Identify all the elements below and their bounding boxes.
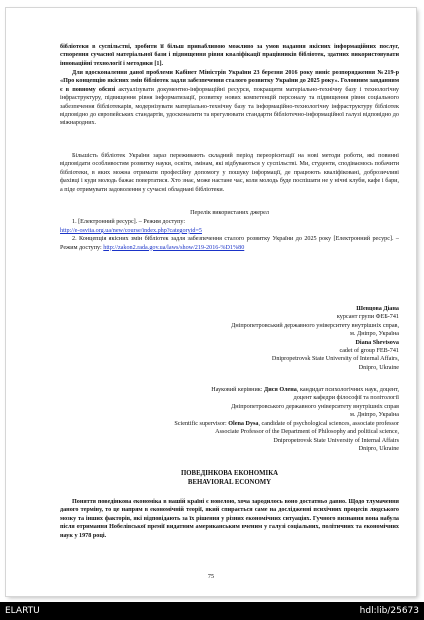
footer-repository-name: ELARTU xyxy=(5,606,40,616)
reference-2-text: 2. Концепція якісних змін бібліотек задля забезпечення сталого розвитку України до 2025 року [Електронний ресурс]. – Режим доступу: xyxy=(60,236,399,251)
supervisor-name-en: Olena Dysa xyxy=(228,421,259,427)
paragraph-2-rest: актуалізувати документно-інформаційні ресурси, покращити матеріально-технічну базу і технологічну інфраструктуру, підвищення рівня інформатизації, розвитку нових компетенцій персоналу та підвищення рівня соціального забезпечення бібліотекарів, модернізувати матеріально-технічну базу та інформаційно-технологічну інфраструктуру бібліотек відповідно до європейських стандартів, удосконалити та врегулювати стандарти бібліотечно-інформаційної галузі відповідно до міжнародних. xyxy=(60,86,399,127)
author-city-ua: м. Дніпро, Україна xyxy=(350,331,399,338)
paragraph-1 xyxy=(60,43,399,68)
supervisor-univ-en: Dnipropetrovsk State University of Internal Affairs xyxy=(273,437,399,444)
footer-handle[interactable]: hdl:lib/25673 xyxy=(359,606,419,616)
paragraph-1-text: бібліотеки в суспільстві, зробити її більш привабливою можливо за умов надання якісних інформаційних послуг, створення сучасної матеріальної бази і підвищення рівня кваліфікації працівників бібліотек, здатних використовувати інноваційні технології і методики [1]. xyxy=(60,44,399,67)
reference-1-text: 1. [Електронний ресурс]. – Режим доступу: xyxy=(72,219,186,226)
supervisor-univ-ua: Дніпропетровського державного університету внутрішніх справ xyxy=(231,403,399,410)
article-abstract-text: Поняття поведінкова економіка в нашій країні є новелою, хоча зародилось воно достатньо давно. Щодо тлумачення даного терміну, то це напрям в економічній теорії, який спирається саме на дослідженні психічних процесів людського мозку та інших факторів, які відповідають за їх рішення у різних економічних ситуаціях. Гучного визнання вона набула після отримання Нобелівської премії видатним американським вченим у галузі соціальних, політичних та економічних наук у 1978 році. xyxy=(60,499,399,539)
author-univ-en: Dnipropetrovsk State University of Internal Affairs, xyxy=(271,356,399,363)
author-univ-ua: Дніпропетровський державного університету внутрішніх справ, xyxy=(231,322,399,329)
supervisor-label-en: Scientific supervisor: xyxy=(174,421,229,427)
paragraph-2-lead: Для вдосконалення даної проблеми Кабінет Міністрів України 23 березня 2016 року виніс розпорядження №219-р «Про концепцію якісних змін бібліотек задля забезпечення сталого розвитку України до 2025 року». Головним завданням є в повному обсязі xyxy=(60,70,399,93)
reference-1-link[interactable]: http://e-osvita.org.ua/new/course/index.php?categoryid=5 xyxy=(60,227,202,234)
paragraph-2 xyxy=(60,69,399,128)
article-abstract xyxy=(60,498,399,540)
supervisor-position-en: Associate Professor of the Department of Philosophy and political science, xyxy=(215,429,399,436)
article-title xyxy=(60,470,399,487)
paragraph-3-text: Більшість бібліотек України зараз переживають складний період переорієнтації на нові методи роботи, які повинні відповідати особливостям розвитку науки, освіти, змінам, які відбуваються у суспільстві. Ми, студенти, сподіваємось побачити бібліотеки, в яких можна отримати професійну допомогу у пошуку інформації, де працюють кваліфіковані, доброзичливі фахівці і куди молодь бажає повертатися. Хто знає, може настане час, коли молодь буде поспішати не у нічні клуби, кафе і бари, а піде отримувати задоволення у сучасні обладнані бібліотеки. xyxy=(60,153,399,193)
references-heading: Перелік використаних джерел xyxy=(190,210,269,216)
article-title-en: BEHAVIORAL ECONOMY xyxy=(187,478,272,486)
supervisor-desc-ua: , кандидат психологічних наук, доцент, xyxy=(296,387,399,393)
supervisor-ua xyxy=(60,386,399,420)
paragraph-3 xyxy=(60,152,399,194)
author-group-ua: курсант групи ФЕБ-741 xyxy=(336,314,399,321)
author-name-en: Diana Shevtsova xyxy=(355,339,399,346)
repository-footer-bar xyxy=(0,602,424,620)
references xyxy=(60,209,399,252)
supervisor-desc-en: , candidate of psychological sciences, associate professor xyxy=(258,421,399,427)
supervisor-city-en: Dnipro, Ukraine xyxy=(358,446,399,453)
author-group-en: cadet of group FEB-741 xyxy=(339,348,399,355)
document-page xyxy=(6,8,416,596)
page-number: 75 xyxy=(207,574,215,580)
supervisor-name-ua: Дися Олена xyxy=(263,387,297,393)
reference-2-link[interactable]: http://zakon2.rada.gov.ua/laws/show/219-2016-%D1%80 xyxy=(103,244,245,251)
author-city-en: Dnipro, Ukraine xyxy=(358,364,399,371)
supervisor-label-ua: Науковий керівник: xyxy=(211,387,264,393)
author-name-ua: Шевцова Діана xyxy=(356,306,399,312)
supervisor-city-ua: м. Дніпро, Україна xyxy=(350,412,399,419)
supervisor-en xyxy=(60,420,399,454)
supervisor-position-ua: доцент кафедри філософії та політології xyxy=(293,395,399,402)
author-block xyxy=(60,305,399,372)
article-title-ua: ПОВЕДІНКОВА ЕКОНОМІКА xyxy=(180,470,279,477)
